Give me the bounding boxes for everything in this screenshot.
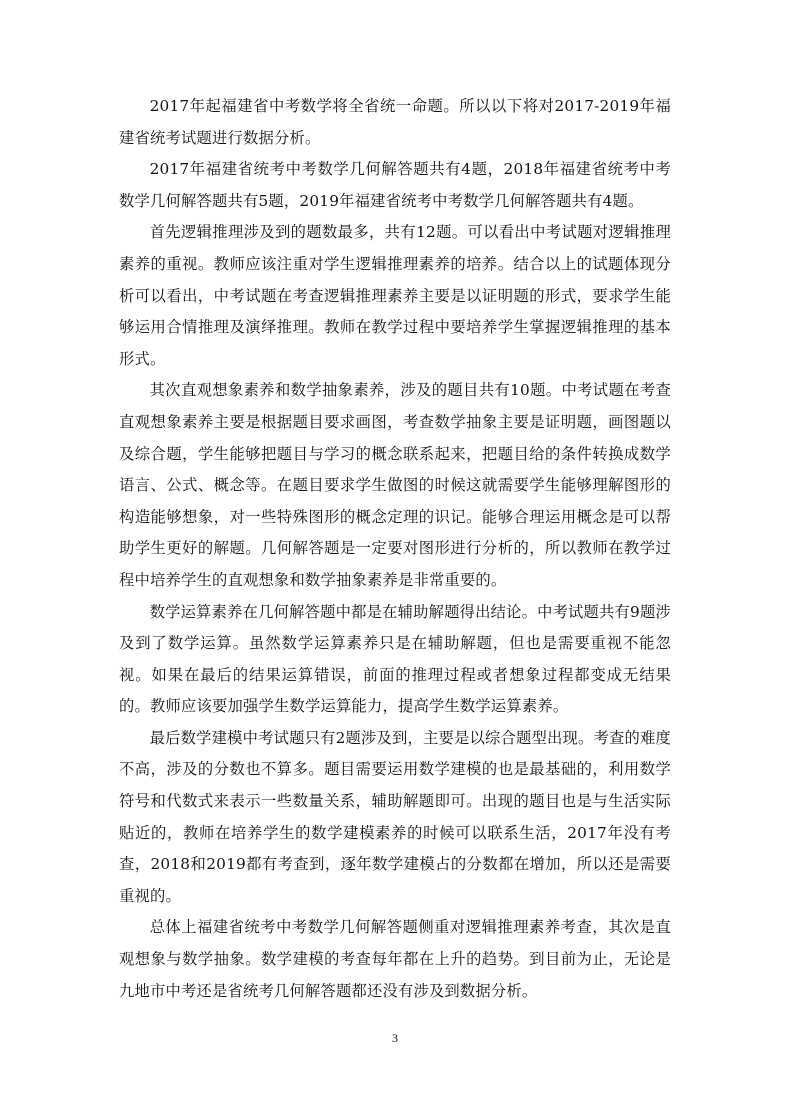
- document-body: [119, 91, 671, 1007]
- paragraph-summary: 总体上福建省统考中考数学几何解答题侧重对逻辑推理素养考查，其次是直观想象与数学抽象。数学建模的考查每年都在上升的趋势。到目前为止，无论是九地市中考还是省统考几何解答题都还没有涉及到数据分析。: [119, 918, 671, 1000]
- paragraph-intuitive-imagination: 其次直观想象素养和数学抽象素养，涉及的题目共有10题。中考试题在考查直观想象素养主要是根据题目要求画图，考查数学抽象主要是证明题，画图题以及综合题，学生能够把题目与学习的概念联系起来，把题目给的条件转换成数学语言、公式、概念等。在题目要求学生做图的时候这就需要学生能够理解图形的构造能够想象，对一些特殊图形的概念定理的识记。能够合理运用概念是可以帮助学生更好的解题。几何解答题是一定要对图形进行分析的，所以教师在教学过程中培养学生的直观想象和数学抽象素养是非常重要的。: [119, 381, 671, 589]
- paragraph-math-modeling: 最后数学建模中考试题只有2题涉及到，主要是以综合题型出现。考查的难度不高，涉及的分数也不算多。题目需要运用数学建模的也是最基础的，利用数学符号和代数式来表示一些数量关系，辅助解题即可。出现的题目也是与生活实际贴近的，教师在培养学生的数学建模素养的时候可以联系生活，2017年没有考查，2018和2019都有考查到，逐年数学建模占的分数都在增加，所以还是需要重视的。: [119, 728, 671, 905]
- page-number: 3: [392, 1031, 398, 1045]
- paragraph-logical-reasoning: 首先逻辑推理涉及到的题数最多，共有12题。可以看出中考试题对逻辑推理素养的重视。教师应该注重对学生逻辑推理素养的培养。结合以上的试题体现分析可以看出，中考试题在考查逻辑推理素养主要是以证明题的形式，要求学生能够运用合情推理及演绎推理。教师在教学过程中要培养学生掌握逻辑推理的基本形式。: [119, 223, 671, 368]
- paragraph-intro: 2017年起福建省中考数学将全省统一命题。所以以下将对2017-2019年福建省统考试题进行数据分析。: [119, 97, 671, 147]
- paragraph-question-counts: 2017年福建省统考中考数学几何解答题共有4题，2018年福建省统考中考数学几何解答题共有5题，2019年福建省统考中考数学几何解答题共有4题。: [119, 160, 671, 210]
- paragraph-math-operation: 数学运算素养在几何解答题中都是在辅助解题得出结论。中考试题共有9题涉及到了数学运算。虽然数学运算素养只是在辅助解题，但也是需要重视不能忽视。如果在最后的结果运算错误，前面的推理过程或者想象过程都变成无结果的。教师应该要加强学生数学运算能力，提高学生数学运算素养。: [119, 602, 671, 716]
